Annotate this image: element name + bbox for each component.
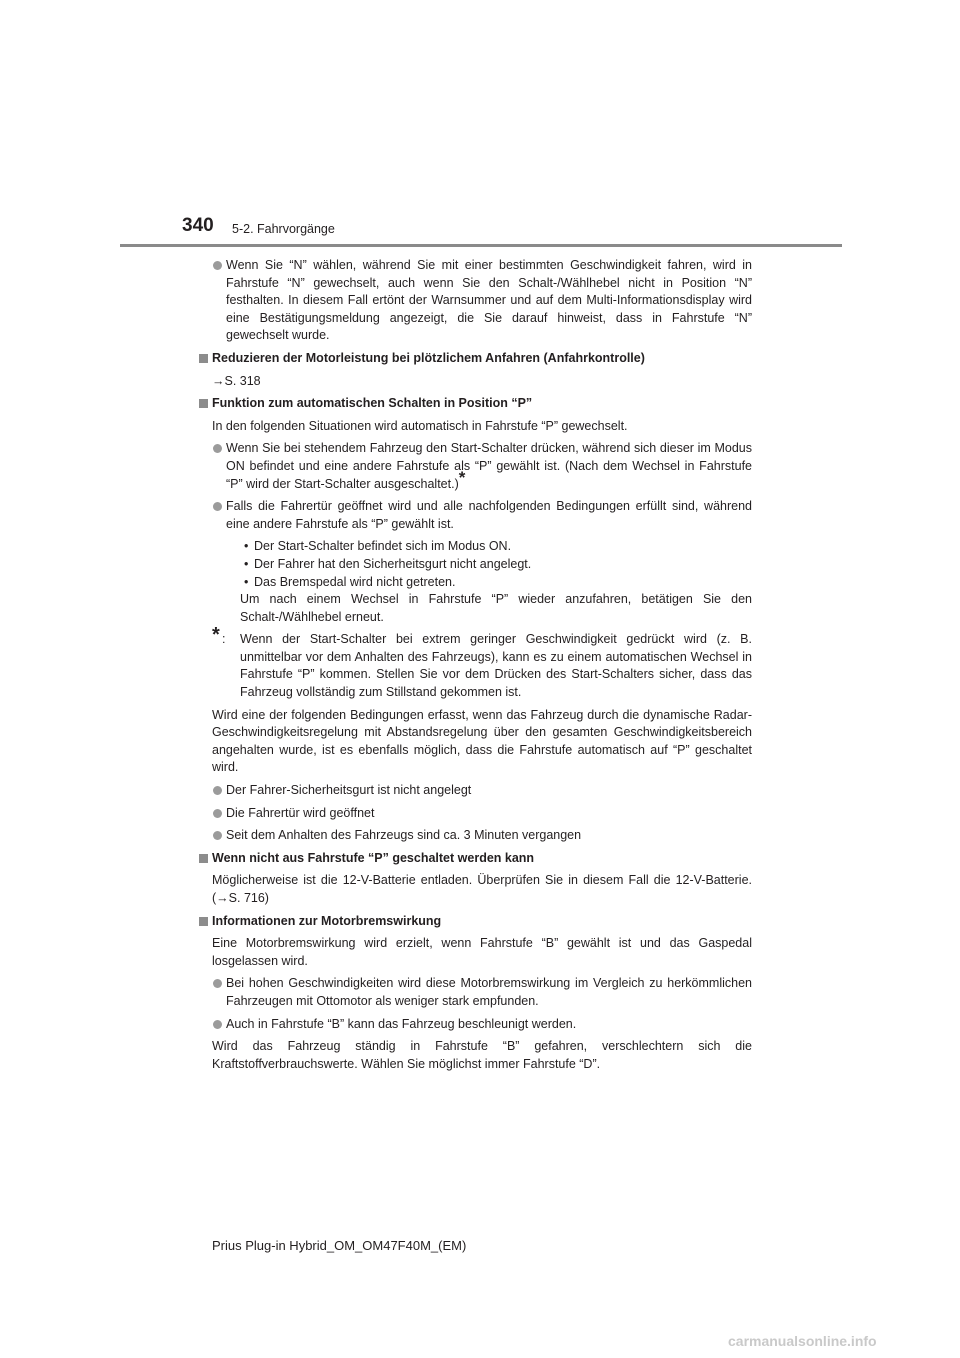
footnote-colon: : [222,632,226,647]
footnote-star: * [212,624,220,647]
list-item-text: Der Start-Schalter befindet sich im Modus ON. [254,539,512,554]
heading-text: Reduzieren der Motorleistung bei plötzlichem Anfahren (Anfahrkontrolle) [212,350,645,365]
bullet-dot-icon [213,444,222,453]
footnote-marker: * [458,467,466,487]
bullet-dot-icon [213,261,222,270]
square-bullet-icon [199,354,208,363]
bullet-text: Der Fahrer-Sicherheitsgurt ist nicht angelegt [226,783,472,798]
bullet-text: Wenn Sie “N” wählen, während Sie mit einer bestimmten Geschwindigkeit fahren, wird in Fahrstufe “N” gewechselt, auch wenn Sie den Schalt-/Wählhebel nicht in Position “N” festhalten. In diesem Fall ertönt der Warnsummer und auf dem Multi-Informationsdisplay wird eine Bestätigungsmeldung angezeigt, die Sie darauf hinweist, dass in Fahrstufe “N” gewechselt wurde. [226,258,752,343]
bullet-accelerate [212,1016,752,1034]
page-footer-model: Prius Plug-in Hybrid_OM_OM47F40M_(EM) [212,1238,467,1253]
bullet-text: Falls die Fahrertür geöffnet wird und alle nachfolgenden Bedingungen erfüllt sind, während eine andere Fahrstufe als “P” gewählt ist. [226,499,752,531]
bullet-belt [212,782,752,800]
bullet-text: Bei hohen Geschwindigkeiten wird diese Motorbremswirkung im Vergleich zu herkömmlichen Fahrzeugen mit Ottomotor als weniger stark empfunden. [226,976,752,1008]
bullet-dot-icon [213,1020,222,1029]
bullet-n-select [212,257,752,345]
bullet-dot-icon [213,831,222,840]
bullet-text: Seit dem Anhalten des Fahrzeugs sind ca. 3 Minuten vergangen [226,828,582,843]
page-content [212,257,752,1078]
list-marker: • [244,539,249,554]
bullet-door-open [212,805,752,823]
list-item-text: Das Bremspedal wird nicht getreten. [254,574,456,589]
header-rule [120,244,842,247]
paragraph-radar: Wird eine der folgenden Bedingungen erfasst, wenn das Fahrzeug durch die dynamische Radar-Geschwindigkeitsregelung mit Abstandsregelung über den gesamten Geschwindigkeitsbereich angehalten wurde, ist es ebenfalls möglich, dass die Fahrstufe automatisch auf “P” geschaltet wird. [212,707,752,775]
bullet-text: Wenn Sie bei stehendem Fahrzeug den Start-Schalter drücken, während sich dieser im Modus ON befindet und eine andere Fahrstufe als “P” gewählt ist. (Nach dem Wechsel in Fahrstufe “P” wird der Start-Schalter ausgeschaltet.) [226,441,752,491]
paragraph-battery: Möglicherweise ist die 12-V-Batterie entladen. Überprüfen Sie in diesem Fall die 12-V-Batterie. (→S. 716) [212,873,752,905]
heading-not-p [198,850,752,868]
list-item [240,574,752,592]
square-bullet-icon [199,917,208,926]
paragraph-fuel: Wird das Fahrzeug ständig in Fahrstufe “B” gefahren, verschlechtern sich die Kraftstoffverbrauchswerte. Wählen Sie möglichst immer Fahrstufe “D”. [212,1039,752,1071]
footnote-text: Wenn der Start-Schalter bei extrem geringer Geschwindigkeit gedrückt wird (z. B. unmittelbar vor dem Anhalten des Fahrzeugs), kann es zu einem automatischen Wechsel in Fahrstufe “P” kommen. Stellen Sie vor dem Drücken des Start-Schalters sicher, dass das Fahrzeug vollständig zum Stillstand gekommen ist. [240,632,752,700]
heading-auto-p [198,395,752,413]
heading-text: Funktion zum automatischen Schalten in Position “P” [212,396,533,411]
heading-text: Informationen zur Motorbremswirkung [212,913,442,928]
bullet-minutes [212,827,752,845]
page-number: 340 [182,215,214,236]
bullet-text: Auch in Fahrstufe “B” kann das Fahrzeug beschleunigt werden. [226,1016,577,1031]
page-reference: →S. 318 [212,373,261,388]
bullet-dot-icon [213,502,222,511]
bullet-dot-icon [213,809,222,818]
list-tail-text: Um nach einem Wechsel in Fahrstufe “P” wieder anzufahren, betätigen Sie den Schalt-/Wählhebel erneut. [240,592,752,624]
list-marker: • [244,574,249,589]
page-header [0,0,960,250]
watermark-text: carmanualsonline.info [728,1333,877,1349]
bullet-driver-door [212,498,752,626]
bullet-start-switch [212,440,752,493]
footnote [212,624,752,701]
list-item-text: Der Fahrer hat den Sicherheitsgurt nicht angelegt. [254,556,532,571]
bullet-high-speed [212,975,752,1010]
heading-text: Wenn nicht aus Fahrstufe “P” geschaltet werden kann [212,850,535,865]
heading-engine-brake [198,913,752,931]
square-bullet-icon [199,399,208,408]
paragraph-engine-brake: Eine Motorbremswirkung wird erzielt, wenn Fahrstufe “B” gewählt ist und das Gaspedal losgelassen wird. [212,936,752,968]
list-marker: • [244,556,249,571]
heading-motor-power [198,350,752,368]
bullet-dot-icon [213,979,222,988]
bullet-text: Die Fahrertür wird geöffnet [226,805,375,820]
bullet-dot-icon [213,786,222,795]
square-bullet-icon [199,854,208,863]
condition-list [226,538,752,626]
paragraph-auto-p-intro: In den folgenden Situationen wird automatisch in Fahrstufe “P” gewechselt. [212,418,628,433]
list-item [240,556,752,574]
list-item [240,538,752,556]
section-title: 5-2. Fahrvorgänge [232,222,335,236]
